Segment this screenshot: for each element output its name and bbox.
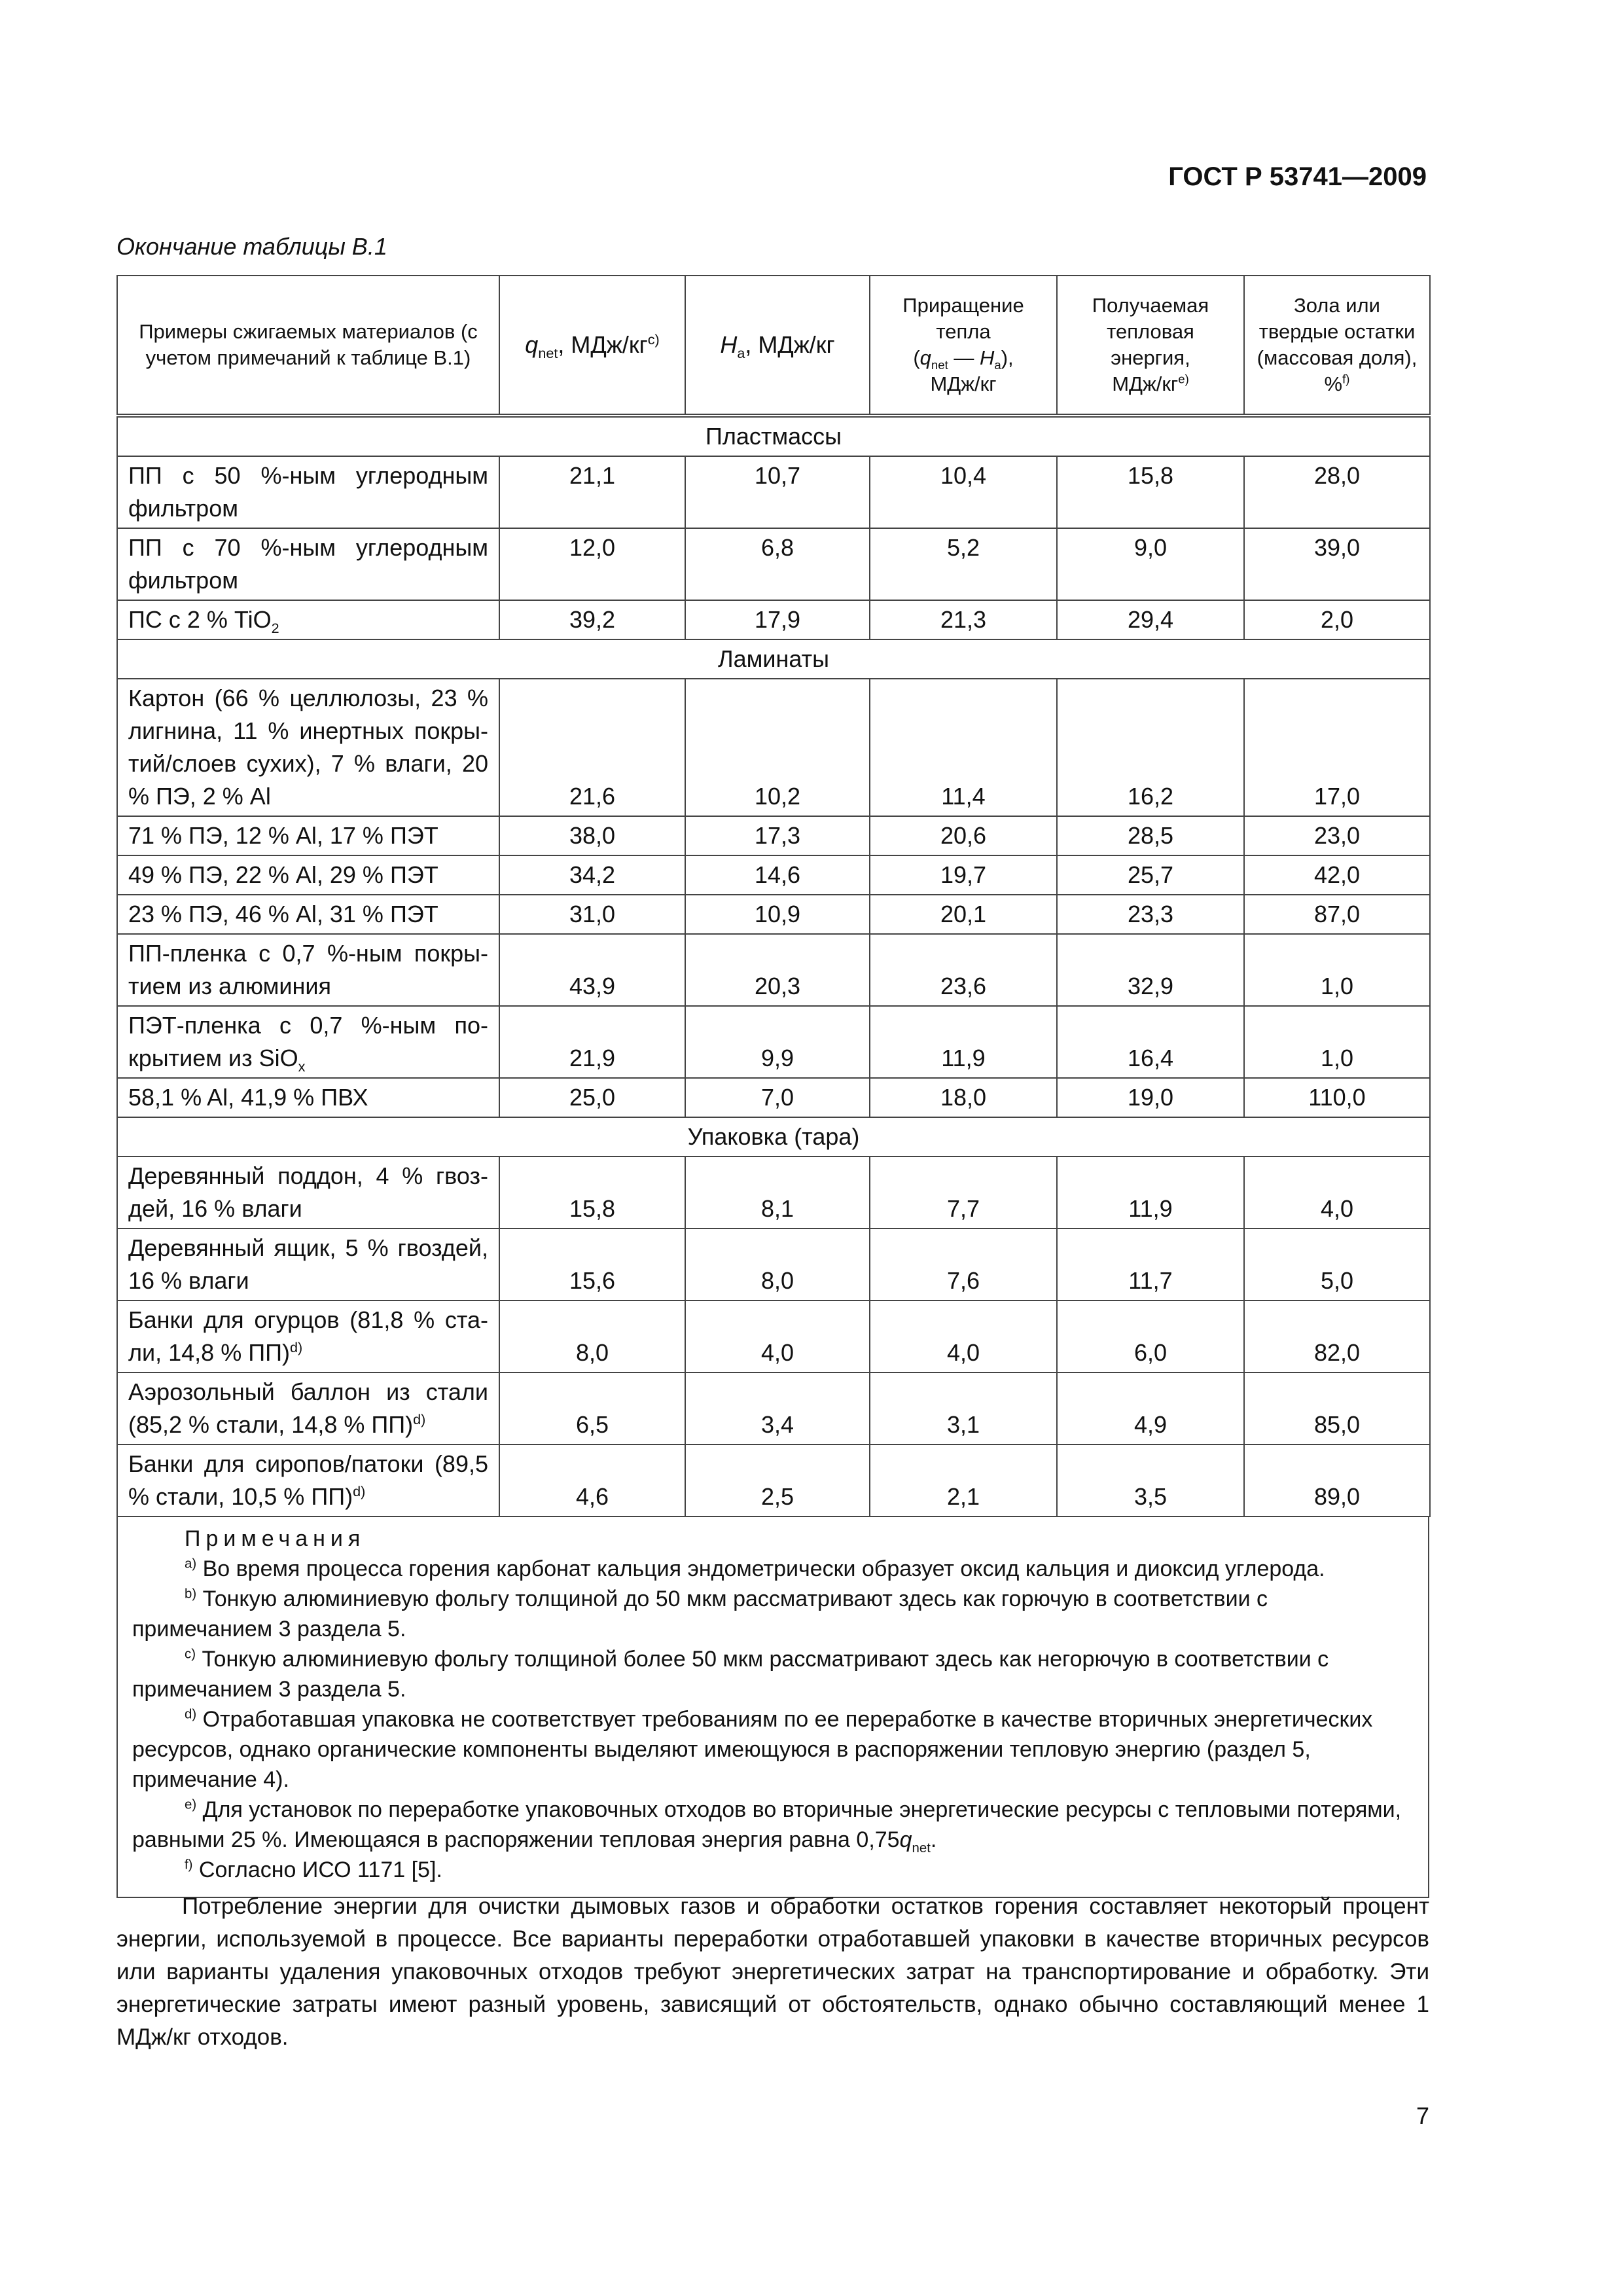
cell-energy: 25,7 xyxy=(1057,855,1244,895)
table-row xyxy=(117,1300,1430,1372)
cell-energy: 32,9 xyxy=(1057,934,1244,1006)
cell-inc: 7,6 xyxy=(870,1229,1057,1300)
section-row xyxy=(117,639,1430,679)
cell-material: 58,1 % Al, 41,9 % ПВХ xyxy=(117,1078,499,1117)
column-header-qnet: $q_{net}$, МДж/$кг^{c)}$ xyxy=(499,276,685,416)
cell-q: 6,5 xyxy=(499,1372,685,1444)
page-number: 7 xyxy=(1416,2102,1429,2129)
table-row xyxy=(117,1372,1430,1444)
table-row xyxy=(117,679,1430,816)
note-item: $^{a)}$ Во время процесса горения карбонат кальция эндометрически образует оксид кальция и диоксид углерода. xyxy=(185,1556,1325,1581)
cell-material: Банки для сиропов/патоки (89,5 % стали, 10,5 % ПП)$^{d)}$ xyxy=(117,1444,499,1516)
cell-h: 14,6 xyxy=(685,855,870,895)
cell-h: 8,0 xyxy=(685,1229,870,1300)
column-header-heat-increment: Приращение тепла ($q_{net}$ — $H_a$), МДж/кг xyxy=(870,276,1057,416)
cell-ash: 4,0 xyxy=(1244,1157,1430,1229)
cell-energy: 29,4 xyxy=(1057,600,1244,639)
cell-ash: 1,0 xyxy=(1244,934,1430,1006)
cell-h: 17,9 xyxy=(685,600,870,639)
cell-ash: 28,0 xyxy=(1244,456,1430,528)
cell-inc: 23,6 xyxy=(870,934,1057,1006)
cell-q: 21,6 xyxy=(499,679,685,816)
cell-ash: 2,0 xyxy=(1244,600,1430,639)
cell-energy: 16,4 xyxy=(1057,1006,1244,1078)
cell-q: 15,6 xyxy=(499,1229,685,1300)
cell-inc: 18,0 xyxy=(870,1078,1057,1117)
cell-ash: 5,0 xyxy=(1244,1229,1430,1300)
cell-q: 15,8 xyxy=(499,1157,685,1229)
cell-h: 10,2 xyxy=(685,679,870,816)
data-table-container xyxy=(116,275,1429,1898)
cell-ash: 82,0 xyxy=(1244,1300,1430,1372)
cell-energy: 16,2 xyxy=(1057,679,1244,816)
table-row xyxy=(117,934,1430,1006)
cell-energy: 11,9 xyxy=(1057,1157,1244,1229)
cell-inc: 4,0 xyxy=(870,1300,1057,1372)
cell-inc: 7,7 xyxy=(870,1157,1057,1229)
cell-material: Картон (66 % целлюлозы, 23 % лигнина, 11 % инертных покрытий/слоев сухих), 7 % влаги, 20 % ПЭ, 2 % Al xyxy=(117,679,499,816)
cell-material: ПП с 70 %-ным углеродным фильтром xyxy=(117,528,499,600)
cell-energy: 6,0 xyxy=(1057,1300,1244,1372)
cell-h: 3,4 xyxy=(685,1372,870,1444)
cell-q: 34,2 xyxy=(499,855,685,895)
cell-h: 4,0 xyxy=(685,1300,870,1372)
table-row xyxy=(117,1078,1430,1117)
data-table xyxy=(116,275,1431,1517)
cell-material: 71 % ПЭ, 12 % Al, 17 % ПЭТ xyxy=(117,816,499,855)
cell-h: 10,9 xyxy=(685,895,870,934)
note-item: $^{e)}$ Для установок по переработке упаковочных отходов во вторичные энергетические ресурсы с тепловыми потерями, равными 25 %. Имеющаяся в распоряжении тепловая энергия равна $0,75q_{net}$. xyxy=(132,1797,1402,1856)
section-title: Ламинаты xyxy=(117,639,1430,679)
cell-inc: 19,7 xyxy=(870,855,1057,895)
cell-h: 2,5 xyxy=(685,1444,870,1516)
table-notes xyxy=(116,1517,1429,1898)
cell-inc: 10,4 xyxy=(870,456,1057,528)
cell-q: 21,9 xyxy=(499,1006,685,1078)
table-row xyxy=(117,895,1430,934)
document-code: ГОСТ Р 53741—2009 xyxy=(1168,162,1427,191)
cell-inc: 2,1 xyxy=(870,1444,1057,1516)
cell-ash: 23,0 xyxy=(1244,816,1430,855)
table-row xyxy=(117,1006,1430,1078)
column-header-energy: Получаемая тепловая энергия, МДж/$кг^{e)}$ xyxy=(1057,276,1244,416)
table-row xyxy=(117,855,1430,895)
table-row xyxy=(117,528,1430,600)
cell-h: 10,7 xyxy=(685,456,870,528)
cell-ash: 110,0 xyxy=(1244,1078,1430,1117)
cell-material: ПП-пленка с 0,7 %-ным покрытием из алюминия xyxy=(117,934,499,1006)
cell-q: 38,0 xyxy=(499,816,685,855)
cell-energy: 3,5 xyxy=(1057,1444,1244,1516)
cell-q: 4,6 xyxy=(499,1444,685,1516)
cell-inc: 20,1 xyxy=(870,895,1057,934)
cell-ash: 39,0 xyxy=(1244,528,1430,600)
body-paragraph: Потребление энергии для очистки дымовых газов и обработки остатков горения составляет некоторый процент энергии, используемой в процессе. Все варианты переработки отработавшей упаковки в качестве вторичных ресурсов или варианты удаления упаковочных отходов требуют энергетических затрат на транспортирование и обработку. Эти энергетические затраты имеют разный уровень, зависящий от обстоятельств, однако обычно составляющий менее 1 МДж/кг отходов. xyxy=(116,1893,1429,2050)
table-body xyxy=(117,416,1430,1516)
cell-ash: 17,0 xyxy=(1244,679,1430,816)
cell-material: Аэрозольный баллон из стали (85,2 % стали, 14,8 % ПП)$^{d)}$ xyxy=(117,1372,499,1444)
note-item: $^{d)}$ Отработавшая упаковка не соответствует требованиям по ее переработке в качестве вторичных энергетических ресурсов, однако органические компоненты выделяют имеющуюся в распоряжении тепловую энергию (раздел 5, примечание 4). xyxy=(132,1707,1373,1792)
cell-q: 39,2 xyxy=(499,600,685,639)
cell-q: 25,0 xyxy=(499,1078,685,1117)
cell-energy: 4,9 xyxy=(1057,1372,1244,1444)
cell-q: 31,0 xyxy=(499,895,685,934)
cell-q: 12,0 xyxy=(499,528,685,600)
cell-material: ПС с 2 % TiO$_2$ xyxy=(117,600,499,639)
cell-q: 43,9 xyxy=(499,934,685,1006)
cell-material: 49 % ПЭ, 22 % Al, 29 % ПЭТ xyxy=(117,855,499,895)
cell-ash: 42,0 xyxy=(1244,855,1430,895)
cell-inc: 11,9 xyxy=(870,1006,1057,1078)
section-row xyxy=(117,416,1430,456)
table-row xyxy=(117,816,1430,855)
cell-q: 8,0 xyxy=(499,1300,685,1372)
cell-h: 9,9 xyxy=(685,1006,870,1078)
cell-material: ПП с 50 %-ным углеродным фильтром xyxy=(117,456,499,528)
column-header-ash: Зола или твердые остатки (массовая доля), %$^{f)}$ xyxy=(1244,276,1430,416)
cell-q: 21,1 xyxy=(499,456,685,528)
cell-energy: 15,8 xyxy=(1057,456,1244,528)
table-row xyxy=(117,1157,1430,1229)
cell-material: Банки для огурцов (81,8 % стали, 14,8 % ПП)$^{d)}$ xyxy=(117,1300,499,1372)
cell-h: 17,3 xyxy=(685,816,870,855)
cell-ash: 89,0 xyxy=(1244,1444,1430,1516)
table-header-row xyxy=(117,276,1430,416)
table-row xyxy=(117,1444,1430,1516)
notes-title: Примечания xyxy=(185,1526,366,1551)
cell-inc: 21,3 xyxy=(870,600,1057,639)
cell-inc: 11,4 xyxy=(870,679,1057,816)
cell-h: 20,3 xyxy=(685,934,870,1006)
note-item: $^{c)}$ Тонкую алюминиевую фольгу толщиной более 50 мкм рассматривают здесь как негорючую в соответствии с примечанием 3 раздела 5. xyxy=(132,1647,1329,1702)
cell-h: 7,0 xyxy=(685,1078,870,1117)
cell-energy: 28,5 xyxy=(1057,816,1244,855)
cell-inc: 3,1 xyxy=(870,1372,1057,1444)
cell-inc: 20,6 xyxy=(870,816,1057,855)
cell-ash: 87,0 xyxy=(1244,895,1430,934)
table-row xyxy=(117,1229,1430,1300)
section-title: Упаковка (тара) xyxy=(117,1117,1430,1157)
section-title: Пластмассы xyxy=(117,416,1430,456)
cell-energy: 11,7 xyxy=(1057,1229,1244,1300)
note-item: $^{f)}$ Согласно ИСО 1171 [5]. xyxy=(185,1857,442,1882)
table-row xyxy=(117,600,1430,639)
cell-material: 23 % ПЭ, 46 % Al, 31 % ПЭТ xyxy=(117,895,499,934)
cell-energy: 19,0 xyxy=(1057,1078,1244,1117)
table-caption: Окончание таблицы В.1 xyxy=(116,233,387,260)
cell-inc: 5,2 xyxy=(870,528,1057,600)
column-header-ha: $H_a$, МДж/кг xyxy=(685,276,870,416)
cell-energy: 9,0 xyxy=(1057,528,1244,600)
cell-h: 6,8 xyxy=(685,528,870,600)
cell-ash: 1,0 xyxy=(1244,1006,1430,1078)
table-row xyxy=(117,456,1430,528)
cell-energy: 23,3 xyxy=(1057,895,1244,934)
note-item: $^{b)}$ Тонкую алюминиевую фольгу толщиной до 50 мкм рассматривают здесь как горючую в соответствии с примечанием 3 раздела 5. xyxy=(132,1587,1268,1641)
cell-h: 8,1 xyxy=(685,1157,870,1229)
cell-material: Деревянный ящик, 5 % гвоздей, 16 % влаги xyxy=(117,1229,499,1300)
column-header-material: Примеры сжигаемых материалов (с учетом примечаний к таблице В.1) xyxy=(117,276,499,416)
cell-material: Деревянный поддон, 4 % гвоздей, 16 % влаги xyxy=(117,1157,499,1229)
cell-ash: 85,0 xyxy=(1244,1372,1430,1444)
notes-list xyxy=(132,1554,1414,1885)
section-row xyxy=(117,1117,1430,1157)
cell-material: ПЭТ-пленка с 0,7 %-ным покрытием из SiO$_x$ xyxy=(117,1006,499,1078)
